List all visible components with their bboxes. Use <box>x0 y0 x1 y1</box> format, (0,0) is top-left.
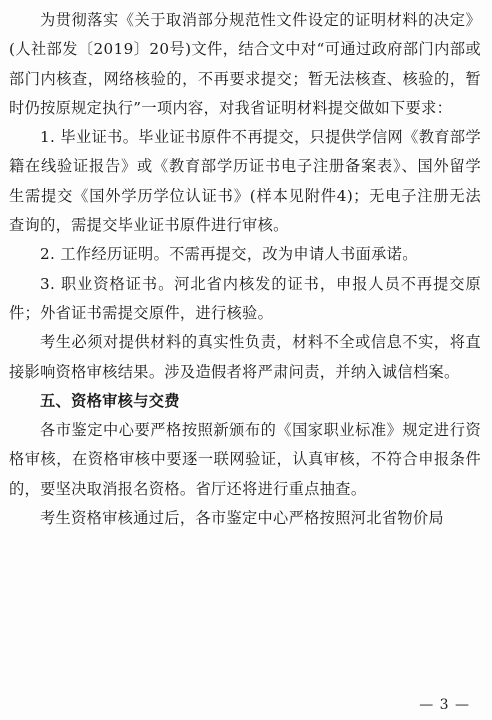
paragraph-item-3-qualification: 3. 职业资格证书。河北省内核发的证书，申报人员不再提交原件；外省证书需提交原件，进行核验。 <box>9 274 481 322</box>
page-number: — 3 — <box>419 697 470 713</box>
paragraph-item-1-diploma: 1. 毕业证书。毕业证书原件不再提交，只提供学信网《教育部学籍在线验证报告》或《教育部学历证书电子注册备案表》、国外留学生需提交《国外学历学位认证书》(样本见附件4)；无电子注册无法查询的，需提交毕业证书原件进行审核。 <box>9 128 481 235</box>
paragraph-review: 各市鉴定中心要严格按照新颁布的《国家职业标准》规定进行资格审核，在资格审核中要逐一联网验证，认真审核，不符合申报条件的，要坚决取消报名资格。省厅还将进行重点抽查。 <box>9 421 481 498</box>
paragraph-intro: 为贯彻落实《关于取消部分规范性文件设定的证明材料的决定》(人社部发〔2019〕20号)文件，结合文中对“可通过政府部门内部或部门内核查，网络核验的，不再要求提交；暂无法核查、核验的，暂时仍按原规定执行”一项内容，对我省证明材料提交做如下要求： <box>9 11 481 117</box>
paragraph-item-2-work-experience: 2. 工作经历证明。不需再提交，改为申请人书面承诺。 <box>40 245 418 264</box>
section-heading-five: 五、资格审核与交费 <box>40 391 180 410</box>
paragraph-authenticity: 考生必须对提供材料的真实性负责，材料不全或信息不实，将直接影响资格审核结果。涉及造假者将严肃问责，并纳入诚信档案。 <box>9 333 481 381</box>
paragraph-fee: 考生资格审核通过后，各市鉴定中心严格按照河北省物价局 <box>40 509 444 528</box>
document-body <box>9 6 481 533</box>
